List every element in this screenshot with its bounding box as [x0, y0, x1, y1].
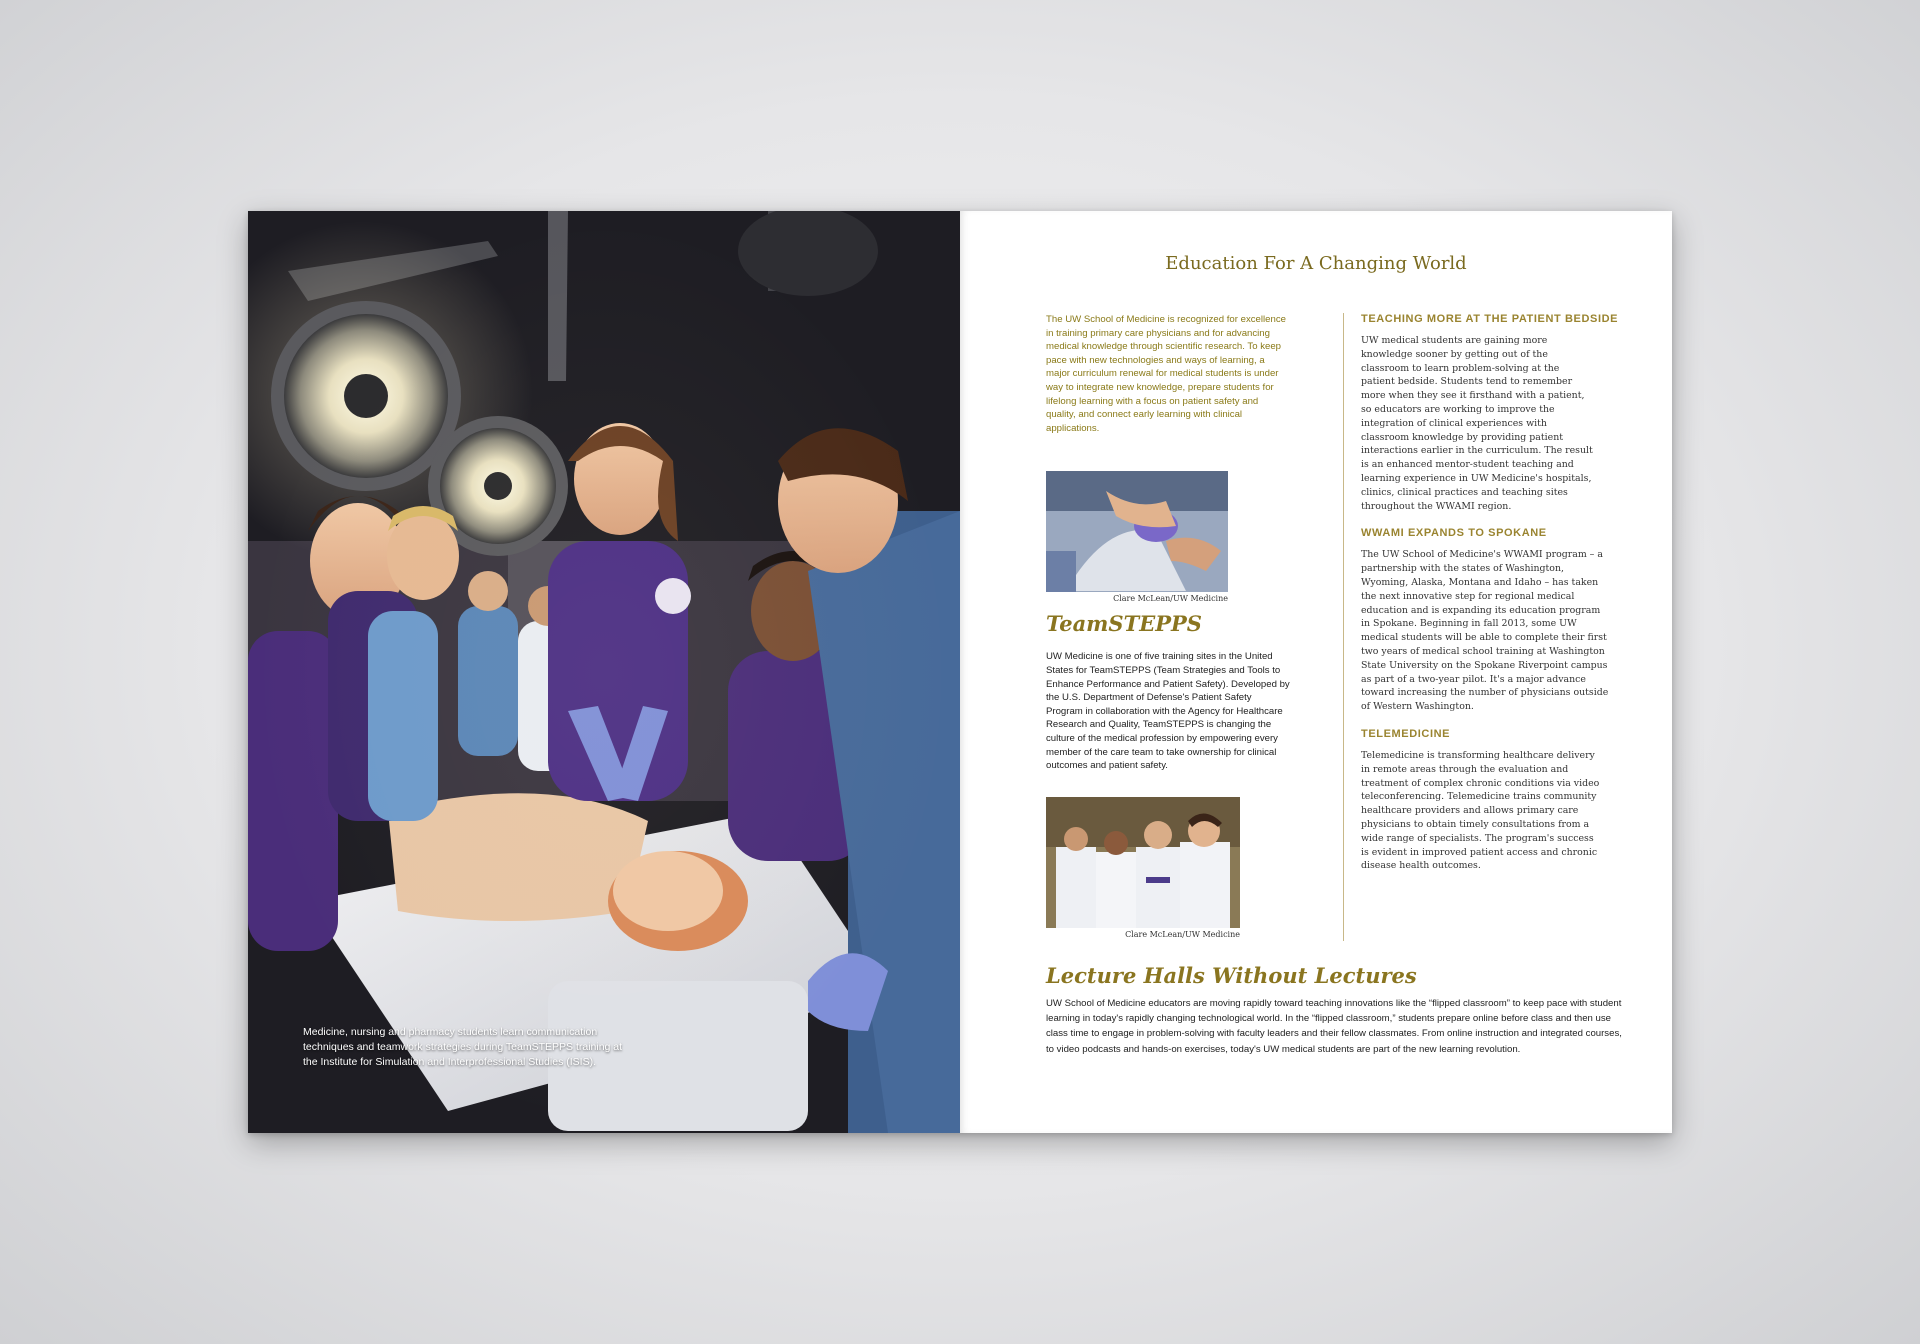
section-wwami — [1361, 527, 1641, 714]
students-illustration — [1046, 797, 1240, 928]
left-column — [1046, 313, 1290, 939]
column-divider — [1343, 313, 1344, 941]
brochure-spread — [248, 211, 1672, 1133]
section-bedside-heading: TEACHING MORE AT THE PATIENT BEDSIDE — [1361, 313, 1619, 325]
lecture-halls-body: UW School of Medicine educators are moving rapidly toward teaching innovations like the “flipped classroom” to keep pace with student learning in today's rapidly changing technological world. In the “flipped classroom,” students prepare online before class and then use class time to engage in problem-solving with faculty leaders and their fellow classmates. From online instruction and integrated courses, to video podcasts and hands-on exercises, today's UW medical students are part of the new learning revolution. — [1046, 998, 1622, 1055]
section-telemedicine — [1361, 728, 1641, 873]
photo-caption: Medicine, nursing and pharmacy students learn communication techniques and teamwork strategies during TeamSTEPPS training at the Institute for Simulation and Interprofessional Studies (ISIS). — [303, 1026, 623, 1068]
right-column — [1361, 313, 1641, 873]
photo-2-block — [1046, 797, 1240, 939]
teamstepps-section — [1046, 611, 1290, 772]
photo-2-credit: Clare McLean/UW Medicine — [1125, 929, 1240, 939]
cpr-hands-photo — [1046, 471, 1228, 592]
teamstepps-heading: TeamSTEPPS — [1046, 611, 1202, 637]
section-wwami-body: The UW School of Medicine's WWAMI program – a partnership with the states of Washington, Wyoming, Alaska, Montana and Idaho – has taken the next innovative step for regional medical education and is expanding its education program in Spokane. Beginning in fall 2013, some UW medical students will be able to complete their first two years of medical school training at Washington State University on the Spokane Riverpoint campus as part of a two-year pilot. It's a major advance toward increasing the number of physicians outside of Western Washington. — [1361, 549, 1609, 713]
teamstepps-body: UW Medicine is one of five training sites in the United States for TeamSTEPPS (Team Strategies and Tools to Enhance Performance and Patient Safety). Developed by the U.S. Department of Defense's Patient Safety Program in collaboration with the Agency for Healthcare Research and Quality, TeamSTEPPS is changing the culture of the medical profession by empowering every member of the care team to take ownership for clinical outcomes and patient safety. — [1046, 651, 1290, 772]
section-telemedicine-body: Telemedicine is transforming healthcare delivery in remote areas through the evaluation and treatment of complex chronic conditions via video teleconferencing. Telemedicine trains community healthcare providers and allows primary care physicians to obtain timely consultations from a wide range of specialists. The program's success is evident in improved patient access and chronic disease health outcomes. — [1361, 749, 1600, 872]
students-white-coats-photo — [1046, 797, 1240, 928]
intro-paragraph: The UW School of Medicine is recognized for excellence in training primary care physicians and for advancing medical knowledge through scientific research. To keep pace with new technologies and ways of learning, a major curriculum renewal for medical students is under way to integrate new knowledge, prepare students for lifelong learning with a focus on patient safety and quality, and connect early learning with clinical applications. — [1046, 314, 1286, 434]
simulation-training-photo — [248, 211, 960, 1133]
section-bedside-body: UW medical students are gaining more knowledge sooner by getting out of the classroom to learn problem-solving at the patient bedside. Students tend to remember more when they see it firsthand with a patient, so educators are working to improve the integration of clinical experiences with classroom knowledge by providing patient interactions earlier in the curriculum. The result is an enhanced mentor-student teaching and learning experience in UW Medicine's hospitals, clinics, clinical practices and teaching sites throughout the WWAMI region. — [1361, 335, 1593, 512]
lecture-halls-section — [1046, 963, 1626, 1057]
section-bedside — [1361, 313, 1641, 513]
photo-illustration — [248, 211, 960, 1133]
photo-1-credit: Clare McLean/UW Medicine — [1113, 594, 1228, 604]
text-page — [960, 211, 1672, 1133]
photo-1-block — [1046, 471, 1228, 603]
section-telemedicine-heading: TELEMEDICINE — [1361, 727, 1451, 740]
cpr-hands-illustration — [1046, 471, 1228, 592]
lecture-halls-heading: Lecture Halls Without Lectures — [1046, 963, 1417, 988]
page-title: Education For A Changing World — [1165, 253, 1467, 274]
section-wwami-heading: WWAMI EXPANDS TO SPOKANE — [1361, 527, 1547, 540]
